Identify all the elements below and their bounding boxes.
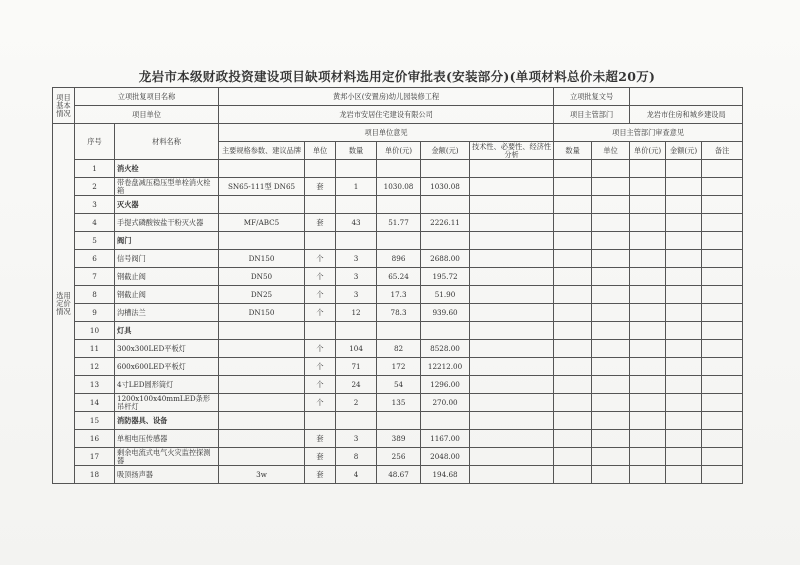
row-material-name: 1200x100x40mmLED条形吊杆灯: [115, 394, 219, 412]
row-amount: 12212.00: [421, 358, 470, 376]
row-price: 48.67: [377, 466, 421, 484]
row-review-unit: [592, 214, 630, 232]
row-review-note: [702, 286, 743, 304]
row-review-price: [630, 268, 666, 286]
row-review-price: [630, 322, 666, 340]
row-seq: 8: [75, 286, 115, 304]
row-review-unit: [592, 286, 630, 304]
row-review-unit: [592, 430, 630, 448]
row-review-unit: [592, 394, 630, 412]
row-review-price: [630, 178, 666, 196]
row-unit: 个: [305, 358, 336, 376]
review-unit-header: 单位: [592, 142, 630, 160]
approved-name-label: 立项批复项目名称: [75, 88, 219, 106]
row-review-price: [630, 304, 666, 322]
table-row: [53, 268, 743, 286]
table-row: [53, 466, 743, 484]
row-review-note: [702, 196, 743, 214]
row-price: 389: [377, 430, 421, 448]
row-review-price: [630, 430, 666, 448]
row-review-note: [702, 466, 743, 484]
row-material-name: 消防器具、设备: [115, 412, 219, 430]
row-qty: 3: [336, 286, 377, 304]
row-material-name: 阀门: [115, 232, 219, 250]
row-review-amount: [666, 196, 702, 214]
row-spec: [219, 358, 305, 376]
table-row: [53, 430, 743, 448]
row-material-name: 单相电压传感器: [115, 430, 219, 448]
row-amount: 194.68: [421, 466, 470, 484]
dept-review-header: 项目主管部门审查意见: [554, 124, 743, 142]
qty-header: 数量: [336, 142, 377, 160]
table-row: [53, 376, 743, 394]
row-review-amount: [666, 214, 702, 232]
row-review-qty: [554, 250, 592, 268]
row-price: 51.77: [377, 214, 421, 232]
row-review-price: [630, 412, 666, 430]
row-seq: 6: [75, 250, 115, 268]
row-qty: 24: [336, 376, 377, 394]
row-analysis: [470, 304, 554, 322]
row-price: [377, 232, 421, 250]
table-row: [53, 232, 743, 250]
row-spec: MF/ABC5: [219, 214, 305, 232]
row-spec: [219, 322, 305, 340]
row-amount: 2048.00: [421, 448, 470, 466]
row-spec: [219, 376, 305, 394]
row-amount: [421, 232, 470, 250]
table-row: [53, 214, 743, 232]
row-review-note: [702, 358, 743, 376]
unit-value: 龙岩市安居住宅建设有限公司: [219, 106, 554, 124]
row-price: [377, 160, 421, 178]
row-review-amount: [666, 340, 702, 358]
row-price: [377, 196, 421, 214]
row-material-name: 手提式磷酸铵盐干粉灭火器: [115, 214, 219, 232]
row-price: 65.24: [377, 268, 421, 286]
row-review-note: [702, 322, 743, 340]
row-material-name: 钢截止阀: [115, 268, 219, 286]
row-qty: [336, 412, 377, 430]
review-qty-header: 数量: [554, 142, 592, 160]
row-analysis: [470, 178, 554, 196]
analysis-header: 技术性、必要性、经济性分析: [470, 142, 554, 160]
row-price: [377, 322, 421, 340]
row-analysis: [470, 466, 554, 484]
row-material-name: 灯具: [115, 322, 219, 340]
row-analysis: [470, 286, 554, 304]
row-qty: 1: [336, 178, 377, 196]
row-review-qty: [554, 178, 592, 196]
row-review-unit: [592, 376, 630, 394]
row-material-name: 灭火器: [115, 196, 219, 214]
row-material-name: 信号阀门: [115, 250, 219, 268]
row-amount: 1296.00: [421, 376, 470, 394]
row-review-qty: [554, 376, 592, 394]
row-qty: 3: [336, 268, 377, 286]
row-review-qty: [554, 412, 592, 430]
row-review-qty: [554, 358, 592, 376]
material-header: 材料名称: [115, 124, 219, 160]
row-review-qty: [554, 304, 592, 322]
row-seq: 7: [75, 268, 115, 286]
row-unit: 个: [305, 268, 336, 286]
row-review-amount: [666, 394, 702, 412]
row-unit: [305, 160, 336, 178]
row-review-note: [702, 160, 743, 178]
row-review-unit: [592, 268, 630, 286]
row-price: 172: [377, 358, 421, 376]
row-analysis: [470, 322, 554, 340]
row-spec: SN65-111型 DN65: [219, 178, 305, 196]
row-review-amount: [666, 322, 702, 340]
row-review-unit: [592, 304, 630, 322]
row-seq: 14: [75, 394, 115, 412]
row-unit: [305, 322, 336, 340]
row-seq: 11: [75, 340, 115, 358]
row-review-amount: [666, 376, 702, 394]
row-review-qty: [554, 286, 592, 304]
row-review-note: [702, 394, 743, 412]
row-review-price: [630, 376, 666, 394]
row-review-amount: [666, 466, 702, 484]
row-analysis: [470, 268, 554, 286]
row-qty: 104: [336, 340, 377, 358]
row-qty: [336, 232, 377, 250]
row-analysis: [470, 214, 554, 232]
approval-table: [52, 87, 743, 484]
row-price: 82: [377, 340, 421, 358]
row-amount: 2226.11: [421, 214, 470, 232]
row-spec: [219, 448, 305, 466]
row-amount: 1167.00: [421, 430, 470, 448]
row-unit: 个: [305, 376, 336, 394]
row-review-qty: [554, 340, 592, 358]
row-qty: [336, 196, 377, 214]
unit-opinion-header: 项目单位意见: [219, 124, 554, 142]
row-analysis: [470, 430, 554, 448]
row-price: 54: [377, 376, 421, 394]
row-material-name: 4寸LED圆形筒灯: [115, 376, 219, 394]
row-unit: 套: [305, 214, 336, 232]
row-price: 135: [377, 394, 421, 412]
row-analysis: [470, 232, 554, 250]
approval-doc-value: [630, 88, 743, 106]
row-review-qty: [554, 466, 592, 484]
row-unit: 套: [305, 178, 336, 196]
row-qty: 8: [336, 448, 377, 466]
row-material-name: 600x600LED平板灯: [115, 358, 219, 376]
row-review-unit: [592, 466, 630, 484]
row-review-price: [630, 232, 666, 250]
table-row: [53, 448, 743, 466]
row-review-price: [630, 394, 666, 412]
row-price: [377, 412, 421, 430]
row-price: 78.3: [377, 304, 421, 322]
row-amount: [421, 412, 470, 430]
table-row: [53, 322, 743, 340]
row-seq: 9: [75, 304, 115, 322]
row-review-amount: [666, 250, 702, 268]
row-review-amount: [666, 448, 702, 466]
row-review-amount: [666, 412, 702, 430]
row-review-note: [702, 376, 743, 394]
row-review-unit: [592, 160, 630, 178]
row-unit: 个: [305, 304, 336, 322]
table-row: [53, 250, 743, 268]
row-price: 1030.08: [377, 178, 421, 196]
approved-name-value: 黄邦小区(安置房)幼儿园装修工程: [219, 88, 554, 106]
table-row: [53, 412, 743, 430]
row-price: 896: [377, 250, 421, 268]
row-review-amount: [666, 358, 702, 376]
row-review-qty: [554, 430, 592, 448]
table-row: [53, 196, 743, 214]
review-amount-header: 金额(元): [666, 142, 702, 160]
row-qty: 4: [336, 466, 377, 484]
dept-value: 龙岩市住房和城乡建设局: [630, 106, 743, 124]
row-seq: 15: [75, 412, 115, 430]
row-review-amount: [666, 430, 702, 448]
row-spec: [219, 232, 305, 250]
row-review-unit: [592, 322, 630, 340]
row-unit: [305, 412, 336, 430]
table-row: [53, 394, 743, 412]
row-analysis: [470, 196, 554, 214]
row-review-amount: [666, 232, 702, 250]
row-review-price: [630, 340, 666, 358]
dept-label: 项目主管部门: [554, 106, 630, 124]
row-qty: [336, 322, 377, 340]
price-header: 单价(元): [377, 142, 421, 160]
row-amount: [421, 160, 470, 178]
row-review-qty: [554, 322, 592, 340]
approval-doc-label: 立项批复文号: [554, 88, 630, 106]
project-info-label: 项目基本情况: [53, 88, 75, 124]
row-review-price: [630, 286, 666, 304]
row-material-name: 钢截止阀: [115, 286, 219, 304]
row-amount: [421, 196, 470, 214]
row-amount: 2688.00: [421, 250, 470, 268]
row-unit: 套: [305, 448, 336, 466]
row-unit: 个: [305, 286, 336, 304]
table-row: [53, 178, 743, 196]
row-review-note: [702, 340, 743, 358]
row-review-note: [702, 304, 743, 322]
row-review-note: [702, 178, 743, 196]
row-seq: 4: [75, 214, 115, 232]
row-material-name: 300x300LED平板灯: [115, 340, 219, 358]
row-review-price: [630, 448, 666, 466]
row-review-unit: [592, 196, 630, 214]
row-analysis: [470, 448, 554, 466]
row-seq: 5: [75, 232, 115, 250]
row-analysis: [470, 160, 554, 178]
row-review-amount: [666, 304, 702, 322]
row-spec: DN150: [219, 250, 305, 268]
row-review-price: [630, 196, 666, 214]
row-unit: 个: [305, 250, 336, 268]
row-analysis: [470, 376, 554, 394]
row-review-amount: [666, 286, 702, 304]
row-review-qty: [554, 214, 592, 232]
row-review-note: [702, 214, 743, 232]
row-amount: 270.00: [421, 394, 470, 412]
row-review-note: [702, 250, 743, 268]
table-row: [53, 358, 743, 376]
row-material-name: 带卷盘减压稳压型单栓消火栓箱: [115, 178, 219, 196]
row-unit: 个: [305, 394, 336, 412]
row-amount: [421, 322, 470, 340]
row-spec: DN50: [219, 268, 305, 286]
row-analysis: [470, 250, 554, 268]
pricing-section-label: 选用定价情况: [53, 124, 75, 484]
row-qty: 3: [336, 250, 377, 268]
row-amount: 939.60: [421, 304, 470, 322]
row-review-unit: [592, 448, 630, 466]
row-review-qty: [554, 448, 592, 466]
table-row: [53, 286, 743, 304]
row-unit: 套: [305, 466, 336, 484]
row-unit: 套: [305, 430, 336, 448]
project-name-row: [53, 88, 743, 106]
row-spec: DN150: [219, 304, 305, 322]
row-analysis: [470, 340, 554, 358]
row-review-price: [630, 160, 666, 178]
row-analysis: [470, 412, 554, 430]
row-review-price: [630, 358, 666, 376]
header-row-1: [53, 124, 743, 142]
row-seq: 10: [75, 322, 115, 340]
row-unit: [305, 232, 336, 250]
seq-header: 序号: [75, 124, 115, 160]
row-material-name: 沟槽法兰: [115, 304, 219, 322]
row-qty: 43: [336, 214, 377, 232]
row-price: 256: [377, 448, 421, 466]
amount-header: 金额(元): [421, 142, 470, 160]
row-seq: 2: [75, 178, 115, 196]
row-review-price: [630, 250, 666, 268]
row-spec: [219, 394, 305, 412]
row-review-unit: [592, 250, 630, 268]
row-spec: [219, 430, 305, 448]
row-unit: 个: [305, 340, 336, 358]
row-review-qty: [554, 160, 592, 178]
row-seq: 18: [75, 466, 115, 484]
row-review-unit: [592, 232, 630, 250]
row-review-amount: [666, 268, 702, 286]
table-row: [53, 160, 743, 178]
row-qty: 71: [336, 358, 377, 376]
row-review-unit: [592, 178, 630, 196]
row-seq: 16: [75, 430, 115, 448]
row-qty: 12: [336, 304, 377, 322]
row-review-qty: [554, 196, 592, 214]
document-title: 龙岩市本级财政投资建设项目缺项材料选用定价审批表(安装部分)(单项材料总价未超20万): [138, 69, 656, 84]
row-seq: 3: [75, 196, 115, 214]
spec-header: 主要规格参数、建议品牌: [219, 142, 305, 160]
row-qty: [336, 160, 377, 178]
row-amount: 1030.08: [421, 178, 470, 196]
row-amount: 51.90: [421, 286, 470, 304]
project-unit-row: [53, 106, 743, 124]
row-spec: [219, 412, 305, 430]
row-material-name: 消火栓: [115, 160, 219, 178]
row-analysis: [470, 394, 554, 412]
table-row: [53, 340, 743, 358]
row-spec: [219, 196, 305, 214]
row-seq: 1: [75, 160, 115, 178]
row-review-note: [702, 232, 743, 250]
row-review-price: [630, 214, 666, 232]
row-spec: DN25: [219, 286, 305, 304]
review-note-header: 备注: [702, 142, 743, 160]
row-review-qty: [554, 394, 592, 412]
row-review-unit: [592, 340, 630, 358]
row-spec: [219, 340, 305, 358]
row-review-unit: [592, 358, 630, 376]
row-review-note: [702, 448, 743, 466]
row-seq: 13: [75, 376, 115, 394]
row-review-unit: [592, 412, 630, 430]
table-row: [53, 304, 743, 322]
row-analysis: [470, 358, 554, 376]
row-review-qty: [554, 232, 592, 250]
unit-label: 项目单位: [75, 106, 219, 124]
row-review-note: [702, 268, 743, 286]
row-spec: [219, 160, 305, 178]
row-review-note: [702, 412, 743, 430]
row-spec: 3w: [219, 466, 305, 484]
row-seq: 17: [75, 448, 115, 466]
row-material-name: 剩余电流式电气火灾监控探测器: [115, 448, 219, 466]
unit-header: 单位: [305, 142, 336, 160]
row-review-note: [702, 430, 743, 448]
row-review-qty: [554, 268, 592, 286]
row-review-price: [630, 466, 666, 484]
row-amount: 195.72: [421, 268, 470, 286]
row-review-amount: [666, 160, 702, 178]
row-qty: 2: [336, 394, 377, 412]
row-qty: 3: [336, 430, 377, 448]
row-price: 17.3: [377, 286, 421, 304]
row-seq: 12: [75, 358, 115, 376]
row-review-amount: [666, 178, 702, 196]
review-price-header: 单价(元): [630, 142, 666, 160]
row-unit: [305, 196, 336, 214]
row-amount: 8528.00: [421, 340, 470, 358]
row-material-name: 吸顶扬声器: [115, 466, 219, 484]
